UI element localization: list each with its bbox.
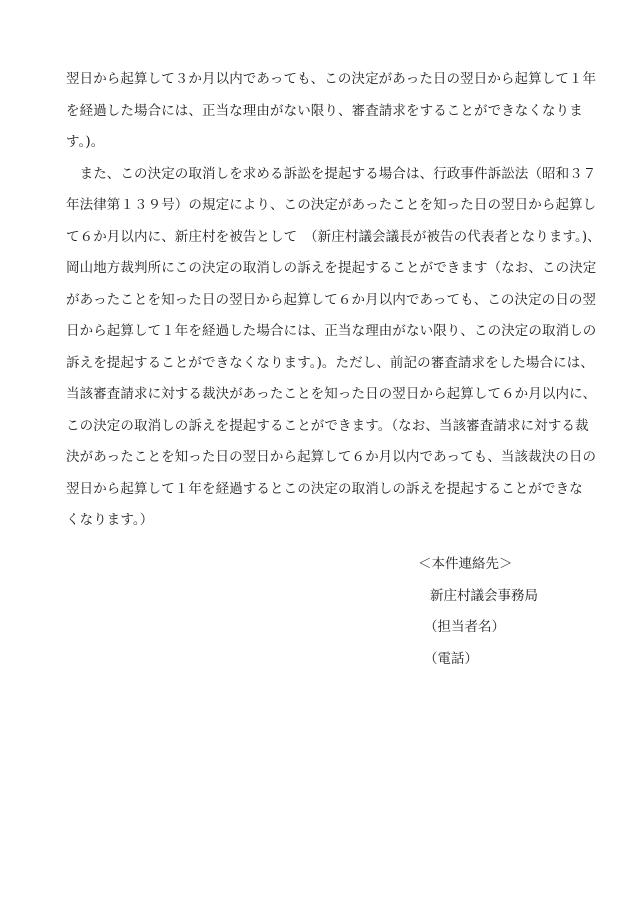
body-line-2: を経過した場合には、正当な理由がない限り、審査請求をすることができなくなりま — [66, 102, 583, 119]
contact-heading: ＜本件連絡先＞ — [418, 556, 513, 572]
body-line-8: があったことを知った日の翌日から起算して６か月以内であっても、この決定の日の翌 — [66, 291, 597, 308]
body-line-1: 翌日から起算して３か月以内であっても、この決定があった日の翌日から起算して１年 — [66, 71, 597, 87]
body-line-3: す。)。 — [66, 134, 105, 150]
body-line-7: 岡山地方裁判所にこの決定の取消しの訴えを提起することができます（なお、この決定 — [66, 260, 597, 276]
body-line-5: 年法律第１３９号）の規定により、この決定があったことを知った日の翌日から起算し — [66, 197, 597, 213]
body-line-13: 決があったことを知った日の翌日から起算して６か月以内であっても、当該裁決の日の — [66, 449, 597, 465]
body-line-4: また、この決定の取消しを求める訴訟を提起する場合は、行政事件訴訟法（昭和３７ — [66, 165, 597, 182]
contact-phone: （電話） — [424, 650, 478, 667]
body-line-15: くなります。） — [66, 512, 154, 528]
body-line-10: 訴えを提起することができなくなります。)。ただし、前記の審査請求をした場合には、 — [66, 354, 594, 371]
contact-person: （担当者名） — [424, 619, 505, 635]
body-line-12: この決定の取消しの訴えを提起することができます。（なお、当該審査請求に対する裁 — [66, 417, 589, 434]
notice-body — [66, 64, 601, 537]
body-line-11: 当該審査請求に対する裁決があったことを知った日の翌日から起算して６か月以内に、 — [66, 386, 597, 402]
contact-block — [418, 549, 618, 675]
body-line-6: て６か月以内に、新庄村を被告として （新庄村議会議長が被告の代表者となります。)、 — [66, 228, 601, 245]
body-line-9: 日から起算して１年を経過した場合には、正当な理由がない限り、この決定の取消しの — [66, 323, 597, 339]
contact-office: 新庄村議会事務局 — [430, 587, 538, 604]
body-line-14: 翌日から起算して１年を経過するとこの決定の取消しの訴えを提起することができな — [66, 480, 583, 497]
